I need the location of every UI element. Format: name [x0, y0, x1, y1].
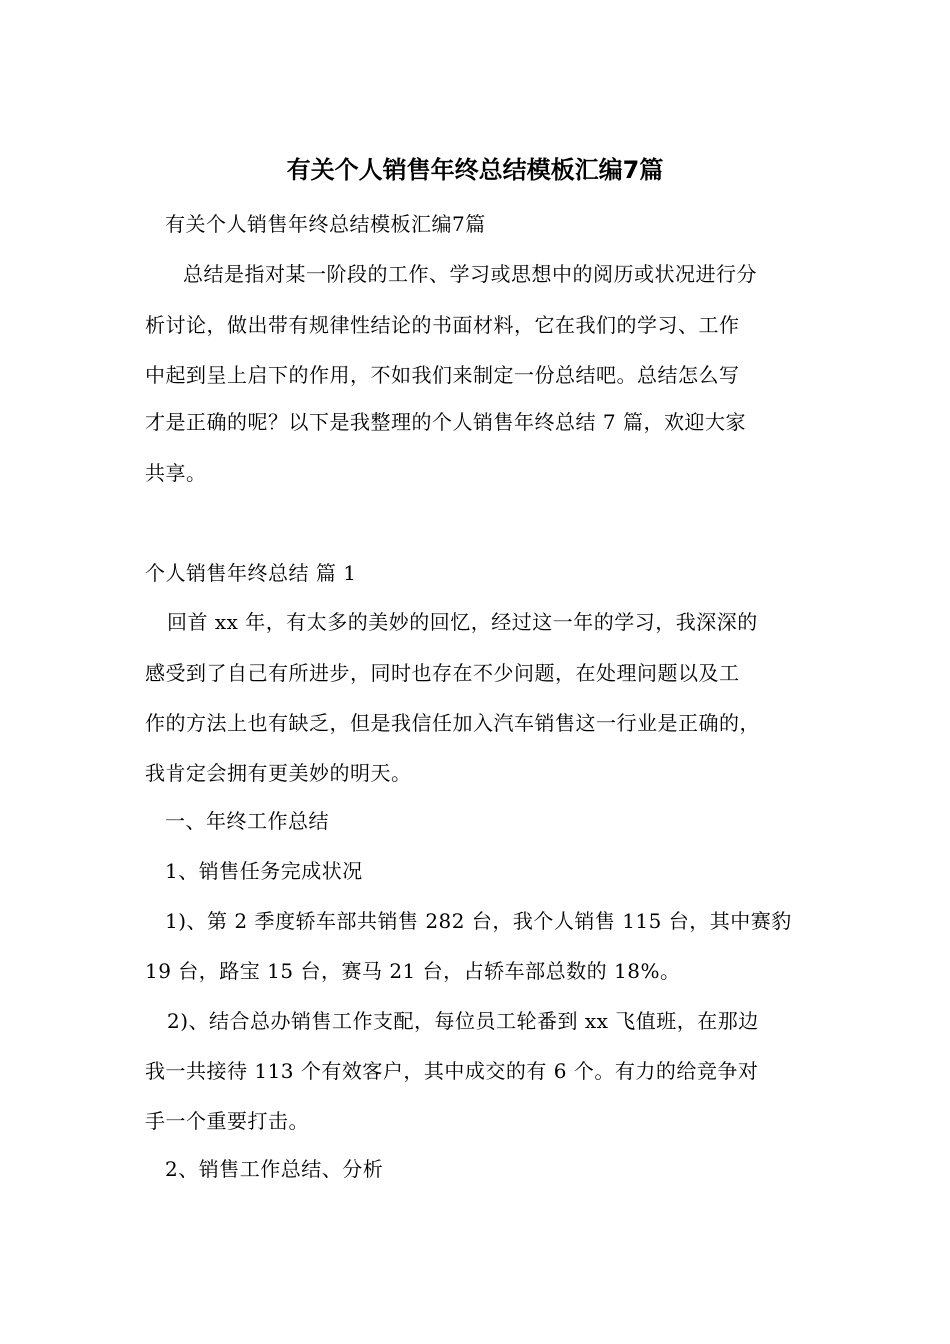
intro-line-3: 中起到呈上启下的作用，不如我们来制定一份总结吧。总结怎么写	[145, 363, 740, 387]
subheading-year-summary: 一、年终工作总结	[165, 809, 329, 833]
subheading-sales-analysis: 2、销售工作总结、分析	[165, 1157, 384, 1181]
body-line-1: 回首 xx 年，有太多的美妙的回忆，经过这一年的学习，我深深的	[167, 610, 758, 634]
intro-line-5: 共享。	[145, 461, 207, 485]
section-heading-1: 个人销售年终总结 篇 1	[145, 561, 357, 585]
body-line-2: 感受到了自己有所进步，同时也存在不少问题，在处理问题以及工	[145, 661, 740, 685]
body-line-9: 手一个重要打击。	[145, 1109, 309, 1133]
subheading-sales-task: 1、销售任务完成状况	[165, 859, 363, 883]
intro-line-2: 析讨论，做出带有规律性结论的书面材料，它在我们的学习、工作	[145, 313, 740, 337]
intro-line-4: 才是正确的呢？以下是我整理的个人销售年终总结 7 篇，欢迎大家	[145, 410, 746, 434]
document-title: 有关个人销售年终总结模板汇编7篇	[286, 156, 664, 184]
body-line-3: 作的方法上也有缺乏，但是我信任加入汽车销售这一行业是正确的，	[145, 711, 760, 735]
body-line-8: 我一共接待 113 个有效客户，其中成交的有 6 个。有力的给竞争对	[145, 1059, 759, 1083]
body-line-5: 1)、第 2 季度轿车部共销售 282 台，我个人销售 115 台，其中赛豹	[165, 909, 792, 933]
body-line-7: 2)、结合总办销售工作支配，每位员工轮番到 xx 飞值班，在那边	[167, 1009, 759, 1033]
subtitle-line: 有关个人销售年终总结模板汇编7篇	[165, 212, 486, 236]
intro-line-1: 总结是指对某一阶段的工作、学习或思想中的阅历或状况进行分	[183, 262, 757, 286]
body-line-6: 19 台，路宝 15 台，赛马 21 台，占轿车部总数的 18%。	[145, 959, 681, 983]
body-line-4: 我肯定会拥有更美妙的明天。	[145, 761, 412, 785]
